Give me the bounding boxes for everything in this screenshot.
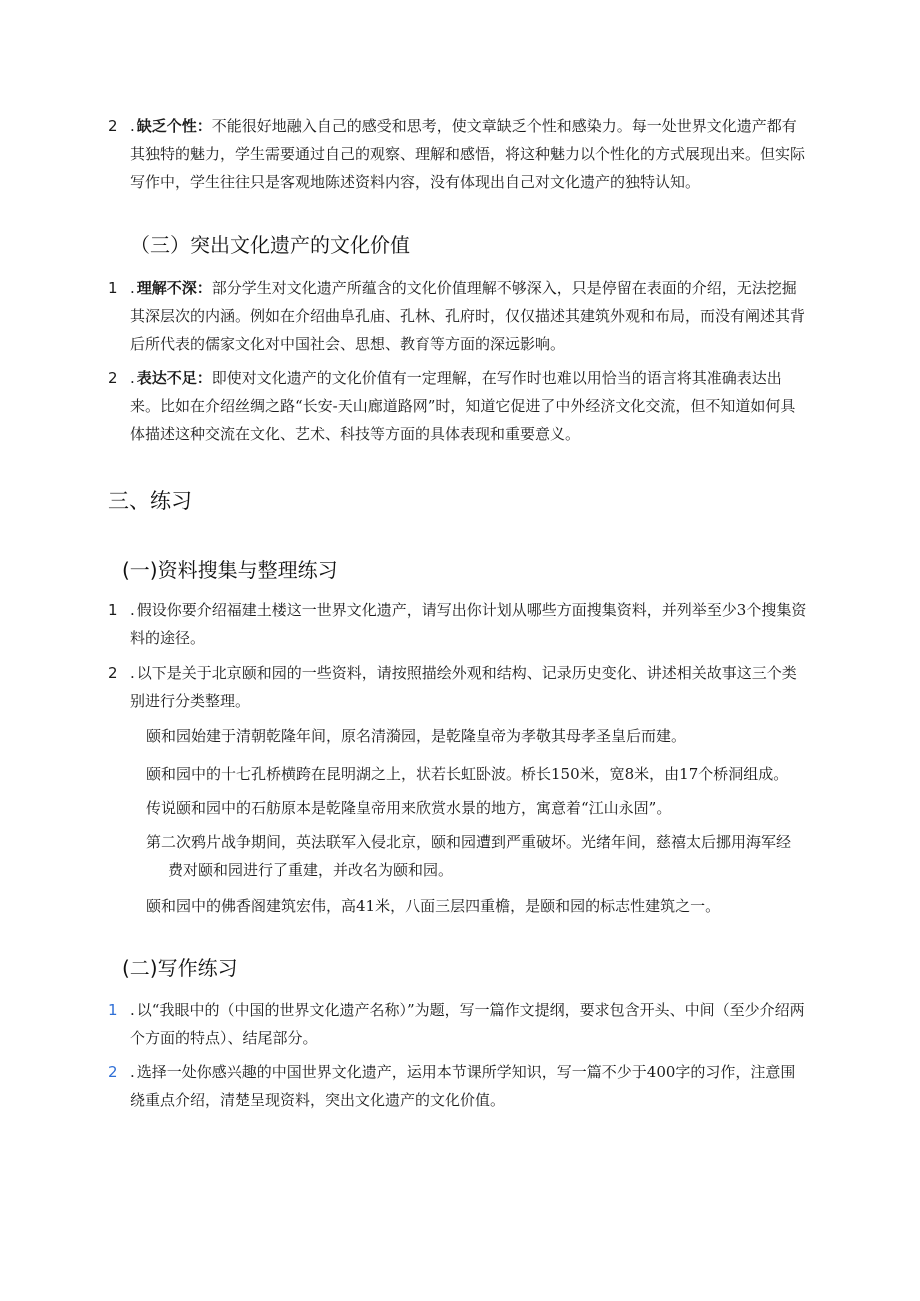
item-body: . 以下是关于北京颐和园的一些资料，请按照描绘外观和结构、记录历史变化、讲述相关故事这三个类别进行分类整理。 <box>130 664 797 710</box>
item-number: 2 <box>108 664 118 682</box>
list-item <box>108 364 808 448</box>
item-number: 2 <box>108 369 118 387</box>
item-label: 缺乏个性： <box>136 117 212 135</box>
item-number: 2 <box>108 117 118 135</box>
item-text: 不能很好地融入自己的感受和思考，使文章缺乏个性和感染力。每一处世界文化遗产都有其独特的魅力，学生需要通过自己的观察、理解和感悟，将这种魅力以个性化的方式展现出来。但实际写作中，学生往往只是客观地陈述资料内容，没有体现出自己对文化遗产的独特认知。 <box>130 117 806 191</box>
item-text: 以下是关于北京颐和园的一些资料，请按照描绘外观和结构、记录历史变化、讲述相关故事这三个类别进行分类整理。 <box>130 664 797 710</box>
material-paragraph: 颐和园始建于清朝乾隆年间，原名清漪园，是乾隆皇帝为孝敬其母孝圣皇后而建。 <box>146 727 687 745</box>
item-number: 1 <box>108 279 118 297</box>
material-paragraph: 第二次鸦片战争期间，英法联军入侵北京，颐和园遭到严重破坏。光绪年间，慈禧太后挪用海军经 <box>146 833 792 851</box>
list-item <box>108 112 808 196</box>
list-item <box>108 274 808 358</box>
item-body: . 理解不深：部分学生对文化遗产所蕴含的文化价值理解不够深入，只是停留在表面的介绍，无法挖掘其深层次的内涵。例如在介绍曲阜孔庙、孔林、孔府时，仅仅描述其建筑外观和布局，而没有阐述其背后所代表的儒家文化对中国社会、思想、教育等方面的深远影响。 <box>130 279 806 353</box>
list-item <box>108 996 808 1052</box>
material-paragraph: 传说颐和园中的石舫原本是乾隆皇帝用来欣赏水景的地方，寓意着“江山永固”。 <box>146 799 672 817</box>
item-body: . 以“我眼中的（中国的世界文化遗产名称）”为题，写一篇作文提纲，要求包含开头、中间（至少介绍两个方面的特点）、结尾部分。 <box>130 1001 805 1047</box>
item-label: 理解不深： <box>136 279 212 297</box>
list-item <box>108 659 808 715</box>
item-text: 假设你要介绍福建土楼这一世界文化遗产，请写出你计划从哪些方面搜集资料，并列举至少3个搜集资料的途径。 <box>130 601 807 647</box>
section-heading: (一)资料搜集与整理练习 <box>122 558 338 582</box>
item-text: 部分学生对文化遗产所蕴含的文化价值理解不够深入，只是停留在表面的介绍，无法挖掘其深层次的内涵。例如在介绍曲阜孔庙、孔林、孔府时，仅仅描述其建筑外观和布局，而没有阐述其背后所代表的儒家文化对中国社会、思想、教育等方面的深远影响。 <box>130 279 806 353</box>
material-paragraph: 颐和园中的佛香阁建筑宏伟，高41米，八面三层四重檐，是颐和园的标志性建筑之一。 <box>146 897 721 915</box>
list-item <box>108 596 808 652</box>
chapter-heading: 三、练习 <box>108 489 192 513</box>
item-text: 以“我眼中的（中国的世界文化遗产名称）”为题，写一篇作文提纲，要求包含开头、中间（至少介绍两个方面的特点）、结尾部分。 <box>130 1001 805 1047</box>
item-body: . 表达不足：即使对文化遗产的文化价值有一定理解，在写作时也难以用恰当的语言将其准确表达出来。比如在介绍丝绸之路“长安-天山廊道路网”时，知道它促进了中外经济文化交流，但不知道如何具体描述这种交流在文化、艺术、科技等方面的具体表现和重要意义。 <box>130 369 796 443</box>
item-label: 表达不足： <box>136 369 212 387</box>
section-heading: （三）突出文化遗产的文化价值 <box>130 233 410 257</box>
item-number: 2 <box>108 1063 118 1081</box>
item-number: 1 <box>108 601 118 619</box>
material-paragraph-continuation: 费对颐和园进行了重建，并改名为颐和园。 <box>168 861 454 879</box>
item-text: 选择一处你感兴趣的中国世界文化遗产，运用本节课所学知识，写一篇不少于400字的习作，注意围绕重点介绍，清楚呈现资料，突出文化遗产的文化价值。 <box>130 1063 796 1109</box>
item-body: . 缺乏个性：不能很好地融入自己的感受和思考，使文章缺乏个性和感染力。每一处世界文化遗产都有其独特的魅力，学生需要通过自己的观察、理解和感悟，将这种魅力以个性化的方式展现出来。但实际写作中，学生往往只是客观地陈述资料内容，没有体现出自己对文化遗产的独特认知。 <box>130 117 806 191</box>
list-item <box>108 1058 808 1114</box>
section-heading: (二)写作练习 <box>122 956 238 980</box>
item-number: 1 <box>108 1001 118 1019</box>
material-paragraph: 颐和园中的十七孔桥横跨在昆明湖之上，状若长虹卧波。桥长150米，宽8米，由17个桥洞组成。 <box>146 765 789 783</box>
item-body: . 假设你要介绍福建土楼这一世界文化遗产，请写出你计划从哪些方面搜集资料，并列举至少3个搜集资料的途径。 <box>130 601 807 647</box>
item-body: . 选择一处你感兴趣的中国世界文化遗产，运用本节课所学知识，写一篇不少于400字的习作，注意围绕重点介绍，清楚呈现资料，突出文化遗产的文化价值。 <box>130 1063 796 1109</box>
item-text: 即使对文化遗产的文化价值有一定理解，在写作时也难以用恰当的语言将其准确表达出来。比如在介绍丝绸之路“长安-天山廊道路网”时，知道它促进了中外经济文化交流，但不知道如何具体描述这种交流在文化、艺术、科技等方面的具体表现和重要意义。 <box>130 369 796 443</box>
